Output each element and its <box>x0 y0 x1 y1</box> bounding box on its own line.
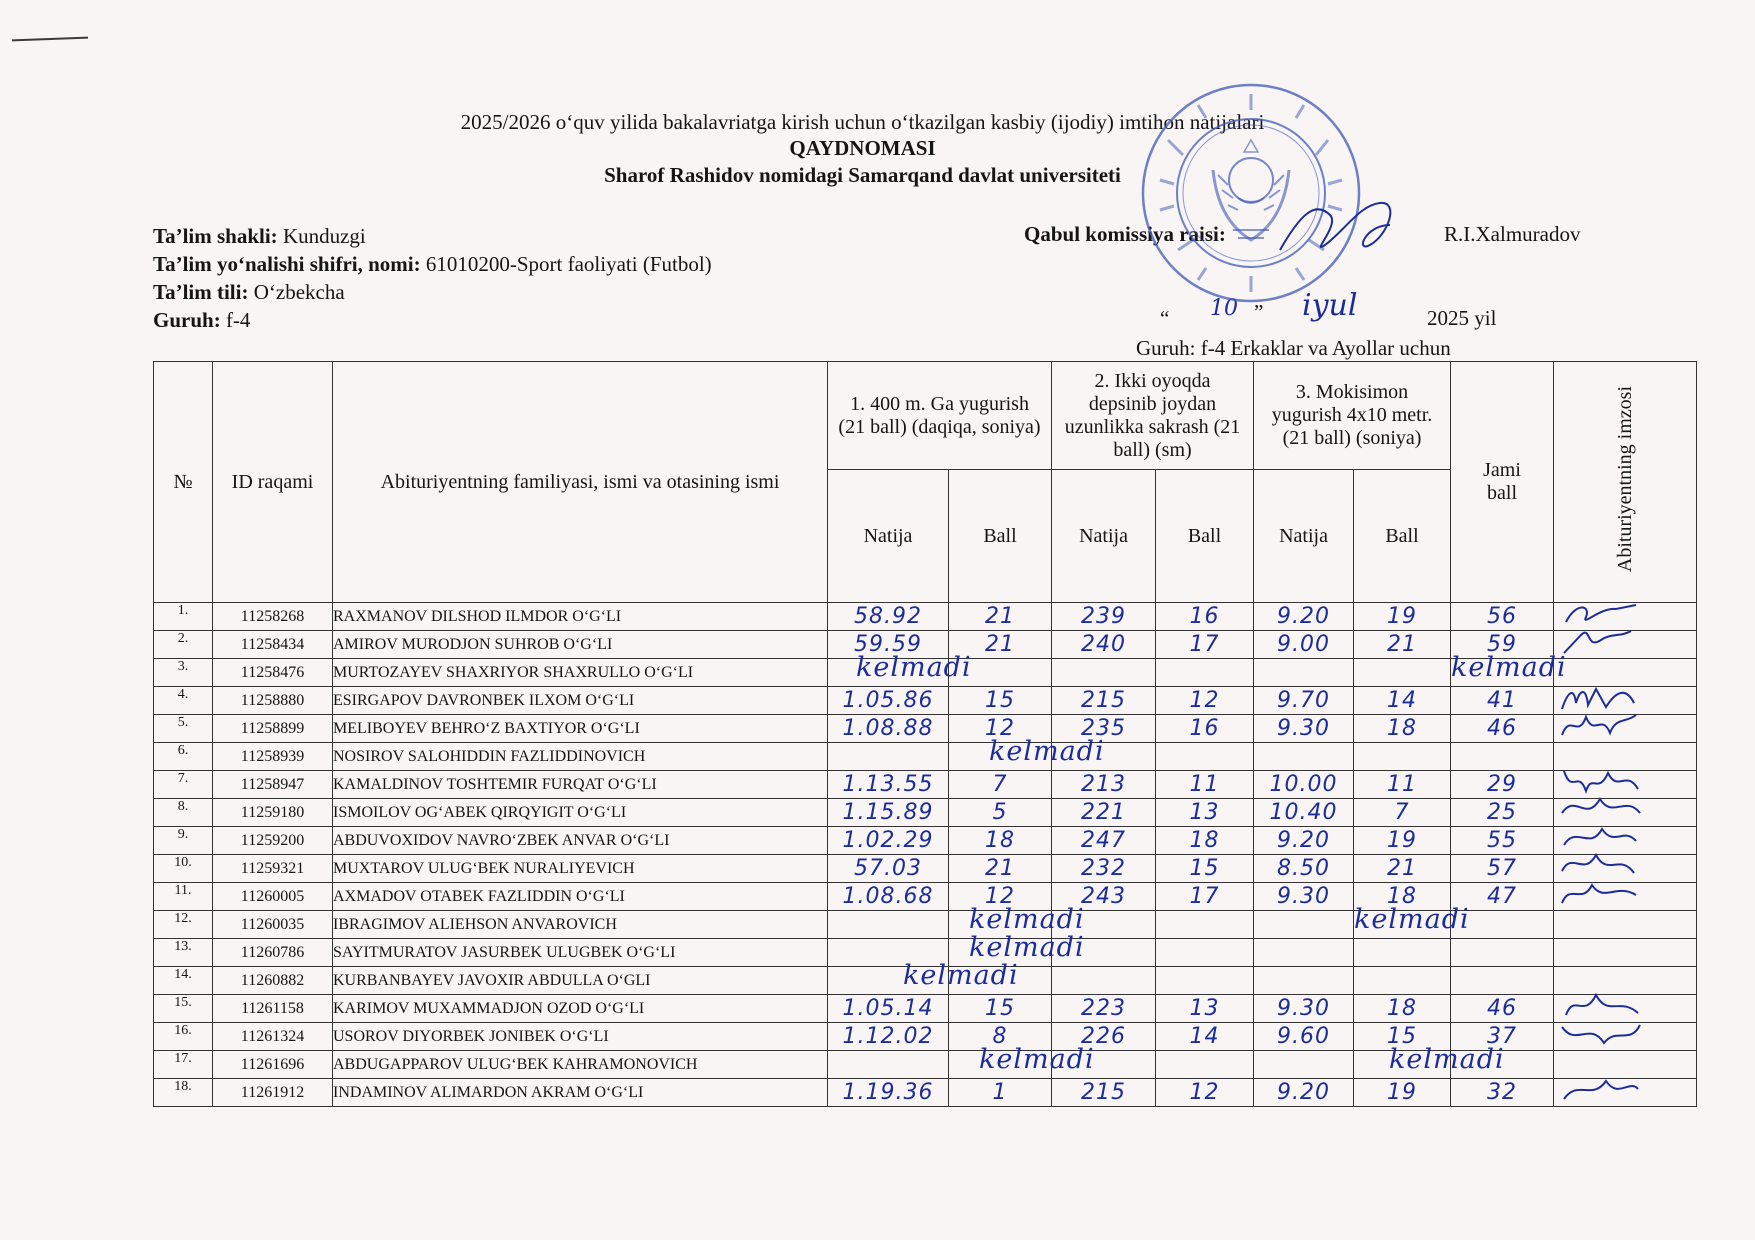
table-row <box>154 771 1697 799</box>
test3-score: 19 <box>1354 603 1451 631</box>
group-note: Guruh: f-4 Erkaklar va Ayollar uchun <box>1136 336 1451 360</box>
test3-result: 9.00 <box>1254 631 1354 659</box>
table-row <box>154 855 1697 883</box>
applicant-id: 11261696 <box>213 1051 333 1079</box>
table-row <box>154 603 1697 631</box>
result-cell <box>1052 659 1156 687</box>
test2-result: 235 <box>1052 715 1156 743</box>
result-cell <box>1156 939 1254 967</box>
total-cell <box>1451 743 1554 771</box>
test2-result: 221 <box>1052 799 1156 827</box>
test1-result: 1.12.02 <box>828 1023 949 1051</box>
result-cell <box>1156 743 1254 771</box>
applicant-id: 11258268 <box>213 603 333 631</box>
test3-score: 21 <box>1354 631 1451 659</box>
result-cell <box>1354 659 1451 687</box>
test3-result: 9.20 <box>1254 827 1354 855</box>
test2-score: 16 <box>1156 603 1254 631</box>
result-cell <box>1354 1044 1505 1079</box>
applicant-id: 11261912 <box>213 1079 333 1107</box>
signature-header: Abituriyentning imzosi <box>1554 362 1697 603</box>
absent-mark: kelmadi <box>903 960 1019 991</box>
test2-score: 17 <box>1156 883 1254 911</box>
row-number: 9. <box>154 827 213 855</box>
result-cell <box>1156 1051 1254 1079</box>
test3-score: 21 <box>1354 855 1451 883</box>
test1-score-header: Ball <box>949 470 1052 603</box>
table-row <box>154 911 1697 939</box>
result-cell <box>1254 939 1354 967</box>
absent-mark: kelmadi <box>969 904 1085 935</box>
signature-mark <box>1556 1073 1648 1109</box>
test2-score: 11 <box>1156 771 1254 799</box>
result-cell <box>828 1051 949 1079</box>
date-day: 10 <box>1210 296 1238 321</box>
table-row <box>154 1051 1697 1079</box>
test1-score: 12 <box>949 883 1052 911</box>
applicant-name: KURBANBAYEV JAVOXIR ABDULLA O‘GLI <box>333 967 828 995</box>
test1-score: 21 <box>949 603 1052 631</box>
signature-mark <box>1556 877 1648 913</box>
test1-result: 1.08.88 <box>828 715 949 743</box>
test3-score: 7 <box>1354 799 1451 827</box>
row-number: 8. <box>154 799 213 827</box>
test3-score: 14 <box>1354 687 1451 715</box>
applicant-id: 11260786 <box>213 939 333 967</box>
total-cell <box>1451 911 1554 939</box>
test2-result: 247 <box>1052 827 1156 855</box>
total-score: 41 <box>1451 687 1554 715</box>
applicant-name: ESIRGAPOV DAVRONBEK ILXOM O‘G‘LI <box>333 687 828 715</box>
applicant-id: 11259180 <box>213 799 333 827</box>
applicant-id: 11258899 <box>213 715 333 743</box>
result-cell <box>1254 743 1354 771</box>
date-year: 2025 yil <box>1427 306 1497 330</box>
result-cell <box>1254 967 1354 995</box>
study-direction: Ta’lim yo‘nalishi shifri, nomi: 61010200-Sport faoliyati (Futbol) <box>153 252 712 276</box>
row-number: 16. <box>154 1023 213 1051</box>
table-row <box>154 995 1697 1023</box>
row-number: 15. <box>154 995 213 1023</box>
applicant-id: 11261324 <box>213 1023 333 1051</box>
test2-result: 226 <box>1052 1023 1156 1051</box>
test1-result: 1.05.86 <box>828 687 949 715</box>
total-cell <box>1451 652 1567 687</box>
applicant-name: RAXMANOV DILSHOD ILMDOR O‘G‘LI <box>333 603 828 631</box>
table-row <box>154 743 1697 771</box>
applicant-id: 11258947 <box>213 771 333 799</box>
row-number: 6. <box>154 743 213 771</box>
applicant-name: INDAMINOV ALIMARDON AKRAM O‘G‘LI <box>333 1079 828 1107</box>
test1-score: 15 <box>949 687 1052 715</box>
absent-mark: kelmadi <box>1354 904 1470 935</box>
test3-result: 10.00 <box>1254 771 1354 799</box>
test2-score: 13 <box>1156 799 1254 827</box>
test2-score: 12 <box>1156 1079 1254 1107</box>
result-cell <box>828 743 949 771</box>
header-row-1 <box>154 362 1697 470</box>
total-score: 25 <box>1451 799 1554 827</box>
total-header: Jami ball <box>1451 362 1554 603</box>
test1-result: 1.15.89 <box>828 799 949 827</box>
signature-mark <box>1556 625 1648 661</box>
test3-score: 19 <box>1354 1079 1451 1107</box>
test2-score-header: Ball <box>1156 470 1254 603</box>
row-number: 12. <box>154 911 213 939</box>
commission-label: Qabul komissiya raisi: <box>1024 222 1226 246</box>
total-score: 37 <box>1451 1023 1554 1051</box>
result-cell <box>949 1044 1095 1079</box>
test3-result-header: Natija <box>1254 470 1354 603</box>
commission-chair: R.I.Xalmuradov <box>1444 222 1581 246</box>
row-number: 3. <box>154 659 213 687</box>
applicant-name: MELIBOYEV BEHRO‘Z BAXTIYOR O‘G‘LI <box>333 715 828 743</box>
test3-header: 3. Mokisimon yugurish 4x10 metr. (21 ball) (soniya) <box>1254 362 1451 470</box>
signature-cell <box>1554 1079 1697 1107</box>
table-row <box>154 967 1697 995</box>
test2-score: 14 <box>1156 1023 1254 1051</box>
total-score: 29 <box>1451 771 1554 799</box>
result-cell <box>1156 967 1254 995</box>
applicant-name: USOROV DIYORBEK JONIBEK O‘G‘LI <box>333 1023 828 1051</box>
result-cell <box>1354 743 1451 771</box>
table-row <box>154 827 1697 855</box>
test1-score: 5 <box>949 799 1052 827</box>
total-score: 46 <box>1451 715 1554 743</box>
total-score: 59 <box>1451 631 1554 659</box>
row-number: 18. <box>154 1079 213 1107</box>
applicant-id: 11260035 <box>213 911 333 939</box>
table-row <box>154 799 1697 827</box>
test1-result: 1.19.36 <box>828 1079 949 1107</box>
absent-mark: kelmadi <box>1389 1044 1505 1075</box>
row-number: 13. <box>154 939 213 967</box>
row-number: 7. <box>154 771 213 799</box>
test3-result: 9.20 <box>1254 603 1354 631</box>
result-cell <box>1052 743 1156 771</box>
col-id-header: ID raqami <box>213 362 333 603</box>
test1-result: 57.03 <box>828 855 949 883</box>
result-cell <box>1254 659 1354 687</box>
applicant-id: 11260882 <box>213 967 333 995</box>
signature-cell <box>1554 715 1697 743</box>
test3-score: 19 <box>1354 827 1451 855</box>
date-quote-close: ” <box>1254 300 1264 324</box>
signature-cell <box>1554 883 1697 911</box>
result-cell <box>1052 967 1156 995</box>
applicant-name: IBRAGIMOV ALIEHSON ANVAROVICH <box>333 911 828 939</box>
test1-score: 15 <box>949 995 1052 1023</box>
test3-result: 9.30 <box>1254 883 1354 911</box>
university-name: Sharof Rashidov nomidagi Samarqand davlat universiteti <box>604 163 1121 187</box>
total-cell <box>1451 1051 1554 1079</box>
test1-score: 21 <box>949 855 1052 883</box>
total-score: 55 <box>1451 827 1554 855</box>
total-cell <box>1451 939 1554 967</box>
test2-score: 13 <box>1156 995 1254 1023</box>
result-cell <box>1254 911 1354 939</box>
document-subtitle: 2025/2026 o‘quv yilida bakalavriatga kirish uchun o‘tkazilgan kasbiy (ijodiy) imtihon natijalari <box>460 110 1265 134</box>
total-cell <box>1451 967 1554 995</box>
absent-mark: kelmadi <box>979 1044 1095 1075</box>
table-row <box>154 659 1697 687</box>
official-stamp <box>1138 80 1364 306</box>
row-number: 1. <box>154 603 213 631</box>
test2-header: 2. Ikki oyoqda depsinib joydan uzunlikka sakrash (21 ball) (sm) <box>1052 362 1254 470</box>
test3-score: 11 <box>1354 771 1451 799</box>
result-cell <box>949 736 1105 771</box>
test3-score-header: Ball <box>1354 470 1451 603</box>
total-score: 47 <box>1451 883 1554 911</box>
applicant-id: 11259321 <box>213 855 333 883</box>
result-cell <box>1156 659 1254 687</box>
table-row <box>154 715 1697 743</box>
study-language: Ta’lim tili: O‘zbekcha <box>153 280 345 304</box>
applicant-id: 11261158 <box>213 995 333 1023</box>
result-cell <box>1354 904 1470 939</box>
test2-result: 239 <box>1052 603 1156 631</box>
test1-score: 7 <box>949 771 1052 799</box>
applicant-name: ISMOILOV OG‘ABEK QIRQYIGIT O‘G‘LI <box>333 799 828 827</box>
result-cell <box>1052 939 1156 967</box>
signature-cell <box>1554 911 1697 939</box>
total-score: 32 <box>1451 1079 1554 1107</box>
row-number: 10. <box>154 855 213 883</box>
test2-score: 18 <box>1156 827 1254 855</box>
test1-result: 58.92 <box>828 603 949 631</box>
test1-score: 1 <box>949 1079 1052 1107</box>
result-cell <box>1354 939 1451 967</box>
test2-result: 215 <box>1052 687 1156 715</box>
test2-result: 243 <box>1052 883 1156 911</box>
result-cell <box>1354 967 1451 995</box>
row-number: 4. <box>154 687 213 715</box>
applicant-name: KARIMOV MUXAMMADJON OZOD O‘G‘LI <box>333 995 828 1023</box>
test2-score: 17 <box>1156 631 1254 659</box>
test2-result: 240 <box>1052 631 1156 659</box>
col-name-header: Abituriyentning familiyasi, ismi va otasining ismi <box>333 362 828 603</box>
study-group: Guruh: f-4 <box>153 308 251 332</box>
test1-result: 1.08.68 <box>828 883 949 911</box>
signature-cell <box>1554 939 1697 967</box>
test3-result: 9.70 <box>1254 687 1354 715</box>
result-cell <box>949 967 1052 995</box>
test2-result: 223 <box>1052 995 1156 1023</box>
test1-score: 12 <box>949 715 1052 743</box>
test2-score: 16 <box>1156 715 1254 743</box>
date-month: iyul <box>1302 288 1358 323</box>
total-score: 46 <box>1451 995 1554 1023</box>
test2-result-header: Natija <box>1052 470 1156 603</box>
test2-result: 215 <box>1052 1079 1156 1107</box>
results-table <box>153 361 1697 1107</box>
test1-score: 18 <box>949 827 1052 855</box>
test2-result: 232 <box>1052 855 1156 883</box>
test1-result: 59.59 <box>828 631 949 659</box>
chairman-signature <box>1270 195 1410 265</box>
applicant-name: MUXTAROV ULUG‘BEK NURALIYEVICH <box>333 855 828 883</box>
applicant-id: 11258939 <box>213 743 333 771</box>
applicant-id: 11258434 <box>213 631 333 659</box>
test1-result-header: Natija <box>828 470 949 603</box>
test3-score: 15 <box>1354 1023 1451 1051</box>
signature-cell <box>1554 631 1697 659</box>
result-cell <box>828 960 1019 995</box>
result-cell <box>828 911 949 939</box>
row-number: 2. <box>154 631 213 659</box>
row-number: 17. <box>154 1051 213 1079</box>
signature-mark <box>1556 709 1648 745</box>
table-row <box>154 1079 1697 1107</box>
total-score: 56 <box>1451 603 1554 631</box>
applicant-name: KAMALDINOV TOSHTEMIR FURQAT O‘G‘LI <box>333 771 828 799</box>
total-score: 57 <box>1451 855 1554 883</box>
study-form: Ta’lim shakli: Kunduzgi <box>153 224 366 248</box>
absent-mark: kelmadi <box>989 736 1105 767</box>
document-title: QAYDNOMASI <box>789 136 936 160</box>
applicant-name: ABDUVOXIDOV NAVRO‘ZBEK ANVAR O‘G‘LI <box>333 827 828 855</box>
test1-header: 1. 400 m. Ga yugurish (21 ball) (daqiqa, soniya) <box>828 362 1052 470</box>
test3-score: 18 <box>1354 715 1451 743</box>
applicant-name: AXMADOV OTABEK FAZLIDDIN O‘G‘LI <box>333 883 828 911</box>
test2-result: 213 <box>1052 771 1156 799</box>
test2-score: 12 <box>1156 687 1254 715</box>
absent-mark: kelmadi <box>1451 652 1567 683</box>
applicant-name: AMIROV MURODJON SUHROB O‘G‘LI <box>333 631 828 659</box>
test3-result: 8.50 <box>1254 855 1354 883</box>
table-row <box>154 687 1697 715</box>
result-cell <box>949 659 1052 687</box>
result-cell <box>1052 1051 1156 1079</box>
test1-result: 1.02.29 <box>828 827 949 855</box>
applicant-name: NOSIROV SALOHIDDIN FAZLIDDINOVICH <box>333 743 828 771</box>
test1-score: 8 <box>949 1023 1052 1051</box>
col-num-header: № <box>154 362 213 603</box>
applicant-id: 11258880 <box>213 687 333 715</box>
test3-result: 9.60 <box>1254 1023 1354 1051</box>
test3-result: 9.30 <box>1254 715 1354 743</box>
test1-result: 1.13.55 <box>828 771 949 799</box>
applicant-id: 11259200 <box>213 827 333 855</box>
test2-score: 15 <box>1156 855 1254 883</box>
test3-score: 18 <box>1354 883 1451 911</box>
test1-score: 21 <box>949 631 1052 659</box>
applicant-name: ABDUGAPPAROV ULUG‘BEK KAHRAMONOVICH <box>333 1051 828 1079</box>
test3-result: 9.20 <box>1254 1079 1354 1107</box>
result-cell <box>828 652 972 687</box>
applicant-id: 11260005 <box>213 883 333 911</box>
corner-mark <box>12 37 88 42</box>
test3-score: 18 <box>1354 995 1451 1023</box>
applicant-id: 11258476 <box>213 659 333 687</box>
result-cell <box>1254 1051 1354 1079</box>
row-number: 11. <box>154 883 213 911</box>
row-number: 14. <box>154 967 213 995</box>
signature-mark <box>1556 1017 1648 1053</box>
row-number: 5. <box>154 715 213 743</box>
test1-result: 1.05.14 <box>828 995 949 1023</box>
absent-mark: kelmadi <box>856 652 972 683</box>
applicant-name: SAYITMURATOV JASURBEK ULUGBEK O‘G‘LI <box>333 939 828 967</box>
applicant-name: MURTOZAYEV SHAXRIYOR SHAXRULLO O‘G‘LI <box>333 659 828 687</box>
result-cell <box>1156 911 1254 939</box>
date-quote-open: “ <box>1160 306 1170 330</box>
test3-result: 10.40 <box>1254 799 1354 827</box>
absent-mark: kelmadi <box>969 932 1085 963</box>
signature-cell <box>1554 1023 1697 1051</box>
test3-result: 9.30 <box>1254 995 1354 1023</box>
